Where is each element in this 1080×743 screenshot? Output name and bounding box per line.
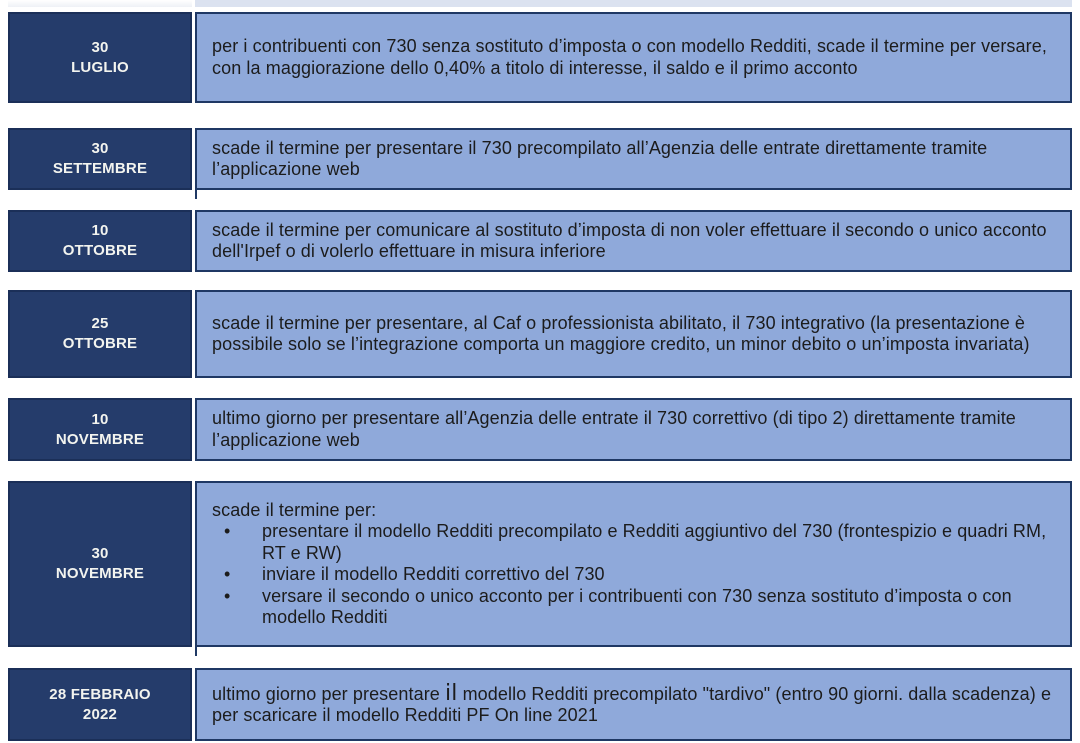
deadline-description — [195, 210, 1072, 272]
deadline-text: scade il termine per presentare il 730 precompilato all’Agenzia delle entrate direttamente tramite l’applicazione web — [212, 137, 988, 179]
deadline-text — [212, 680, 1052, 727]
cutoff-strip-date-column — [8, 0, 192, 7]
deadline-row-30-luglio — [8, 12, 1072, 103]
date-cell — [8, 398, 192, 461]
date-day: 25 — [91, 315, 109, 333]
grouped-row-connector — [8, 190, 1072, 210]
deadline-bullet-list — [212, 521, 1052, 629]
row-separator — [8, 103, 1072, 128]
deadline-text: per i contribuenti con 730 senza sostituto d’imposta o con modello Redditi, scade il termine per versare, con la maggiorazione dello 0,40% a titolo di interesse, il saldo e il primo acconto — [212, 36, 1047, 78]
deadline-bullet-item: • inviare il modello Redditi correttivo del 730 — [212, 564, 1052, 586]
deadline-row-10-novembre — [8, 398, 1072, 461]
deadline-row-30-settembre — [8, 128, 1072, 190]
date-month: NOVEMBRE — [55, 565, 145, 582]
date-day: 30 — [91, 38, 109, 56]
deadline-row-30-novembre — [8, 481, 1072, 647]
date-day: 10 — [91, 410, 109, 428]
cutoff-strip-description-column — [195, 0, 1072, 7]
date-cell — [8, 290, 192, 378]
deadline-row-10-ottobre — [8, 210, 1072, 272]
date-month: LUGLIO — [71, 58, 129, 76]
deadline-row-28-febbraio-2022 — [8, 668, 1072, 741]
date-month: OTTOBRE — [62, 242, 138, 259]
date-cell — [8, 210, 192, 272]
cutoff-previous-row-strip — [8, 0, 1072, 7]
deadline-description — [195, 481, 1072, 647]
deadline-description — [195, 290, 1072, 378]
deadline-text-emphasis: il — [445, 680, 458, 706]
row-separator — [8, 461, 1072, 481]
deadline-description — [195, 668, 1072, 741]
deadline-description — [195, 398, 1072, 461]
date-day: 30 — [91, 545, 109, 563]
deadline-description — [195, 128, 1072, 190]
date-cell — [8, 12, 192, 103]
deadline-bullet-item: • versare il secondo o unico acconto per i contribuenti con 730 senza sostituto d’imposta o con modello Redditi — [212, 586, 1052, 629]
deadline-text: ultimo giorno per presentare all’Agenzia delle entrate il 730 correttivo (di tipo 2) direttamente tramite l’applicazione web — [212, 408, 1016, 450]
grouped-row-connector — [8, 647, 1072, 668]
deadline-text-before: ultimo giorno per presentare — [212, 683, 446, 704]
row-separator — [8, 272, 1072, 290]
date-cell — [8, 668, 192, 741]
date-month: OTTOBRE — [62, 335, 138, 352]
deadline-bullet-item: • presentare il modello Redditi precompilato e Redditi aggiuntivo del 730 (frontespizio e quadri RM, RT e RW) — [212, 521, 1052, 564]
date-month: SETTEMBRE — [52, 160, 148, 177]
deadline-row-25-ottobre — [8, 290, 1072, 378]
date-day: 28 FEBBRAIO — [49, 685, 151, 703]
date-cell — [8, 128, 192, 190]
deadline-intro: scade il termine per: — [212, 499, 377, 520]
deadline-text-after: modello Redditi precompilato "tardivo" (entro 90 giorni. dalla scadenza) e per scaricare il modello Redditi PF On line 2021 — [212, 683, 1052, 725]
date-year: 2022 — [82, 705, 118, 723]
date-day: 10 — [91, 222, 109, 240]
deadline-description — [195, 12, 1072, 103]
date-cell — [8, 481, 192, 647]
date-month: NOVEMBRE — [55, 430, 145, 448]
date-day: 30 — [91, 140, 109, 158]
deadline-text: scade il termine per comunicare al sostituto d’imposta di non voler effettuare il secondo o unico acconto dell'Irpef o di volerlo effettuare in misura inferiore — [212, 219, 1047, 261]
deadline-text: scade il termine per presentare, al Caf o professionista abilitato, il 730 integrativo (la presentazione è possibile solo se l’integrazione comporta un maggiore credito, un minor debito o un’imposta invariata) — [212, 312, 1030, 354]
row-separator — [8, 378, 1072, 398]
